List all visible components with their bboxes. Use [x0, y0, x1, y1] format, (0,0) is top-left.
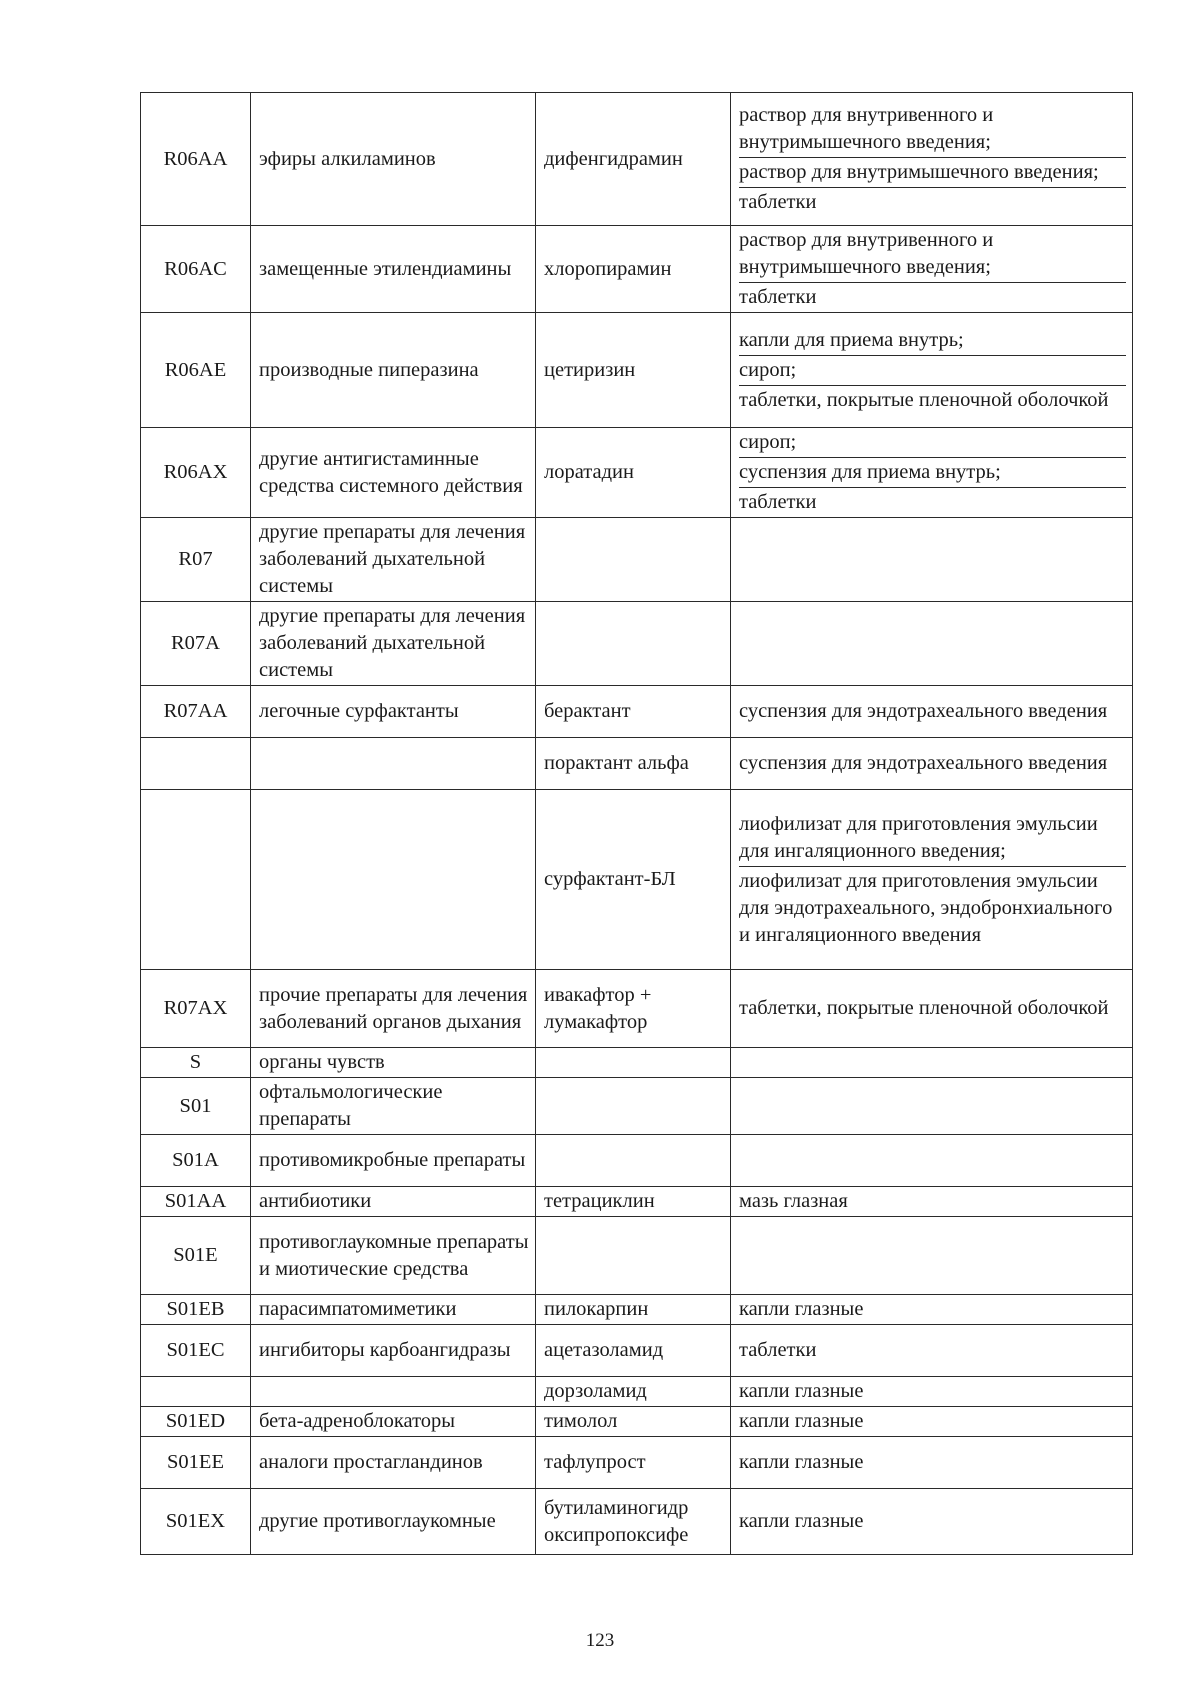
drug-name-cell: цетиризин	[536, 313, 731, 428]
table-row	[141, 1377, 1133, 1407]
pharmacological-group-cell: другие препараты для лечения заболеваний дыхательной системы	[251, 602, 536, 686]
table-row	[141, 313, 1133, 428]
dosage-form: капли глазные	[739, 1410, 864, 1432]
pharmacological-group-cell: противоглаукомные препараты и миотические средства	[251, 1217, 536, 1295]
atc-code-cell	[141, 790, 251, 970]
atc-code-cell: S01AA	[141, 1187, 251, 1217]
table-row	[141, 1407, 1133, 1437]
drug-name-cell	[536, 1078, 731, 1135]
dosage-forms-cell	[731, 1217, 1133, 1295]
dosage-forms-cell	[731, 1187, 1133, 1217]
table-row	[141, 226, 1133, 313]
drug-name-cell	[536, 518, 731, 602]
dosage-form: сироп;	[739, 428, 1126, 458]
pharmacological-group-cell: другие препараты для лечения заболеваний дыхательной системы	[251, 518, 536, 602]
table-row	[141, 686, 1133, 738]
drug-name-cell	[536, 1217, 731, 1295]
atc-code-cell	[141, 738, 251, 790]
dosage-form: таблетки	[739, 191, 817, 213]
pharmacological-group-cell: замещенные этилендиамины	[251, 226, 536, 313]
atc-code-cell: S01E	[141, 1217, 251, 1295]
atc-code-cell: S	[141, 1048, 251, 1078]
pharmacological-group-cell: ингибиторы карбоангидразы	[251, 1325, 536, 1377]
dosage-forms-cell	[731, 1325, 1133, 1377]
pharmacological-group-cell: бета-адреноблокаторы	[251, 1407, 536, 1437]
drug-name-cell	[536, 1135, 731, 1187]
dosage-form: суспензия для эндотрахеального введения	[739, 700, 1108, 722]
dosage-forms-cell	[731, 1489, 1133, 1555]
dosage-forms-cell	[731, 602, 1133, 686]
pharmacological-group-cell: противомикробные препараты	[251, 1135, 536, 1187]
drug-name-cell	[536, 1048, 731, 1078]
dosage-form: раствор для внутримышечного введения;	[739, 158, 1126, 188]
pharmacological-group-cell: легочные сурфактанты	[251, 686, 536, 738]
dosage-forms-cell	[731, 1048, 1133, 1078]
atc-code-cell: R06AC	[141, 226, 251, 313]
table-row	[141, 1325, 1133, 1377]
dosage-form: раствор для внутривенного и внутримышечного введения;	[739, 226, 1126, 283]
drug-name-cell: ацетазоламид	[536, 1325, 731, 1377]
table-row	[141, 790, 1133, 970]
dosage-form: сироп;	[739, 356, 1126, 386]
drug-name-cell: тимолол	[536, 1407, 731, 1437]
dosage-form: таблетки	[739, 1339, 817, 1361]
pharmacological-group-cell: офтальмологические препараты	[251, 1078, 536, 1135]
table-row	[141, 518, 1133, 602]
table-row	[141, 93, 1133, 226]
dosage-form: таблетки	[739, 491, 817, 513]
dosage-forms-cell	[731, 428, 1133, 518]
atc-code-cell: S01EB	[141, 1295, 251, 1325]
atc-code-cell: S01EC	[141, 1325, 251, 1377]
table-row	[141, 1078, 1133, 1135]
dosage-forms-cell	[731, 738, 1133, 790]
dosage-form: таблетки, покрытые пленочной оболочкой	[739, 388, 1109, 411]
dosage-forms-cell	[731, 93, 1133, 226]
atc-code-cell: S01A	[141, 1135, 251, 1187]
drug-name-cell: бутиламиногидр оксипропоксифе	[536, 1489, 731, 1555]
drug-name-cell: дифенгидрамин	[536, 93, 731, 226]
atc-code-cell	[141, 1377, 251, 1407]
table-row	[141, 1295, 1133, 1325]
drug-name-cell: тетрациклин	[536, 1187, 731, 1217]
atc-code-cell: R06AA	[141, 93, 251, 226]
dosage-form: таблетки	[739, 286, 817, 308]
dosage-form: лиофилизат для приготовления эмульсии для ингаляционного введения;	[739, 810, 1126, 867]
table-row	[141, 602, 1133, 686]
dosage-form: суспензия для приема внутрь;	[739, 458, 1126, 488]
table-row	[141, 738, 1133, 790]
dosage-form: таблетки, покрытые пленочной оболочкой	[739, 997, 1109, 1019]
pharmacological-group-cell	[251, 790, 536, 970]
pharmacological-group-cell	[251, 738, 536, 790]
dosage-form: капли глазные	[739, 1298, 864, 1320]
atc-code-cell: R06AE	[141, 313, 251, 428]
dosage-forms-cell	[731, 1295, 1133, 1325]
pharmacological-group-cell: антибиотики	[251, 1187, 536, 1217]
dosage-forms-cell	[731, 226, 1133, 313]
dosage-forms-cell	[731, 1437, 1133, 1489]
drug-name-cell: дорзоламид	[536, 1377, 731, 1407]
dosage-form: капли глазные	[739, 1451, 864, 1473]
table-row	[141, 1187, 1133, 1217]
dosage-form: раствор для внутривенного и внутримышечного введения;	[739, 101, 1126, 158]
atc-code-cell: S01ED	[141, 1407, 251, 1437]
dosage-forms-cell	[731, 518, 1133, 602]
atc-code-cell: R06AX	[141, 428, 251, 518]
pharmacological-group-cell: другие антигистаминные средства системного действия	[251, 428, 536, 518]
drug-table	[140, 92, 1133, 1555]
drug-name-cell: пилокарпин	[536, 1295, 731, 1325]
dosage-forms-cell	[731, 790, 1133, 970]
table-row	[141, 1135, 1133, 1187]
dosage-form: мазь глазная	[739, 1190, 848, 1212]
pharmacological-group-cell: прочие препараты для лечения заболеваний органов дыхания	[251, 970, 536, 1048]
drug-name-cell: сурфактант-БЛ	[536, 790, 731, 970]
atc-code-cell: R07AX	[141, 970, 251, 1048]
table-row	[141, 1217, 1133, 1295]
drug-name-cell: берактант	[536, 686, 731, 738]
drug-name-cell: порактант альфа	[536, 738, 731, 790]
pharmacological-group-cell: органы чувств	[251, 1048, 536, 1078]
table-row	[141, 970, 1133, 1048]
table-row	[141, 1048, 1133, 1078]
dosage-forms-cell	[731, 313, 1133, 428]
atc-code-cell: R07AA	[141, 686, 251, 738]
dosage-forms-cell	[731, 1377, 1133, 1407]
atc-code-cell: S01EE	[141, 1437, 251, 1489]
page-number: 123	[585, 1630, 615, 1651]
drug-name-cell: лоратадин	[536, 428, 731, 518]
atc-code-cell: S01EX	[141, 1489, 251, 1555]
drug-name-cell: ивакафтор + лумакафтор	[536, 970, 731, 1048]
dosage-form: суспензия для эндотрахеального введения	[739, 752, 1108, 774]
drug-name-cell	[536, 602, 731, 686]
dosage-form: капли глазные	[739, 1510, 864, 1532]
atc-code-cell: R07A	[141, 602, 251, 686]
drug-name-cell: тафлупрост	[536, 1437, 731, 1489]
dosage-form: лиофилизат для приготовления эмульсии для эндотрахеального, эндобронхиального и ингаляционного введения	[739, 869, 1113, 946]
pharmacological-group-cell: аналоги простагландинов	[251, 1437, 536, 1489]
dosage-forms-cell	[731, 1407, 1133, 1437]
dosage-form: капли глазные	[739, 1380, 864, 1402]
pharmacological-group-cell: другие противоглаукомные	[251, 1489, 536, 1555]
pharmacological-group-cell: эфиры алкиламинов	[251, 93, 536, 226]
table-row	[141, 428, 1133, 518]
atc-code-cell: S01	[141, 1078, 251, 1135]
dosage-forms-cell	[731, 1135, 1133, 1187]
atc-code-cell: R07	[141, 518, 251, 602]
pharmacological-group-cell	[251, 1377, 536, 1407]
table-row	[141, 1437, 1133, 1489]
pharmacological-group-cell: парасимпатомиметики	[251, 1295, 536, 1325]
dosage-forms-cell	[731, 970, 1133, 1048]
dosage-forms-cell	[731, 1078, 1133, 1135]
dosage-forms-cell	[731, 686, 1133, 738]
dosage-form: капли для приема внутрь;	[739, 326, 1126, 356]
table-row	[141, 1489, 1133, 1555]
drug-name-cell: хлоропирамин	[536, 226, 731, 313]
pharmacological-group-cell: производные пиперазина	[251, 313, 536, 428]
